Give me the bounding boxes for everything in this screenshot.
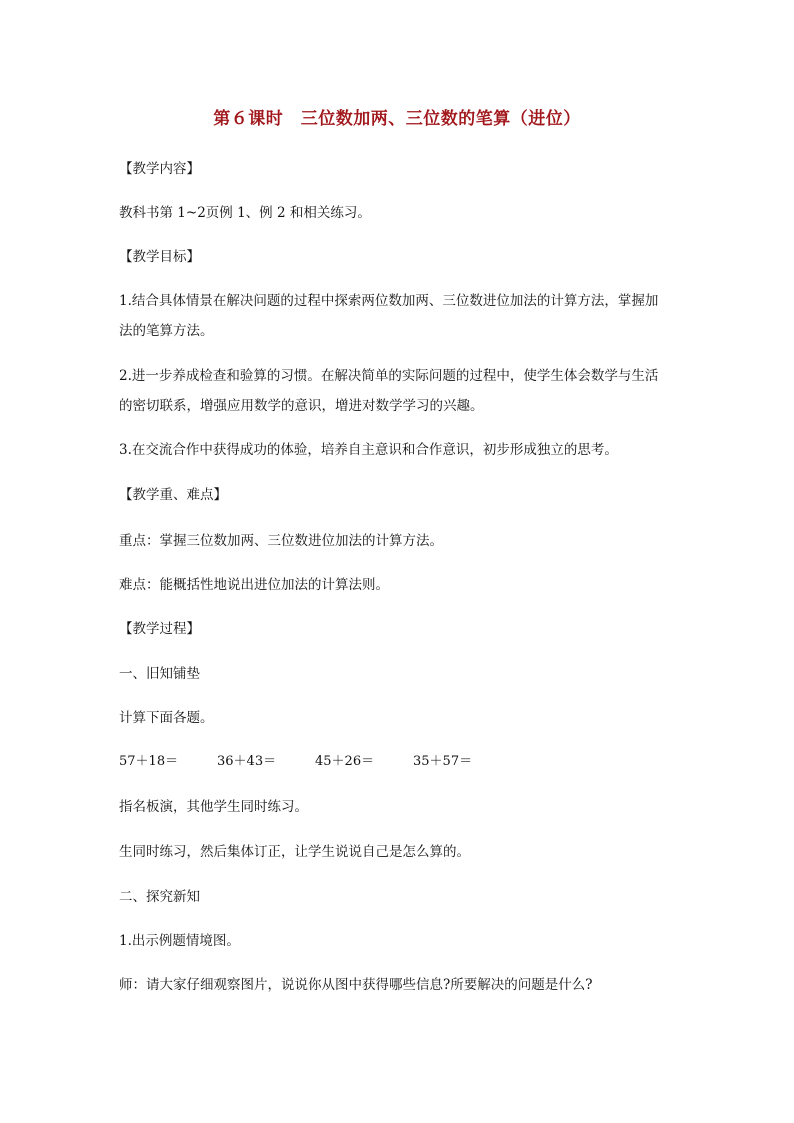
difficult-point: 难点：能概括性地说出进位加法的计算法则。 <box>119 577 389 593</box>
part-2-heading: 二、探究新知 <box>119 889 200 905</box>
part-1-heading: 一、旧知铺垫 <box>119 666 200 682</box>
key-point: 重点：掌握三位数加两、三位数进位加法的计算方法。 <box>119 533 443 549</box>
exercise-item: 57＋18＝ <box>119 754 179 769</box>
practice-note: 生同时练习，然后集体订正，让学生说说自己是怎么算的。 <box>119 844 470 860</box>
step-1: 1.出示例题情境图。 <box>119 933 240 949</box>
section-heading-goals: 【教学目标】 <box>119 249 200 265</box>
exercise-item: 35＋57＝ <box>413 754 473 769</box>
calc-instruction: 计算下面各题。 <box>119 710 214 726</box>
goal-3: 3.在交流合作中获得成功的体验，培养自主意识和合作意识，初步形成独立的思考。 <box>119 442 618 458</box>
goal-1-line-2: 法的笔算方法。 <box>119 323 214 339</box>
exercise-item: 36＋43＝ <box>217 754 277 769</box>
goal-2-line-2: 的密切联系，增强应用数学的意识，增进对数学学习的兴趣。 <box>119 398 484 414</box>
page-title: 第６课时 三位数加两、三位数的笔算（进位） <box>213 109 581 129</box>
teacher-prompt: 师：请大家仔细观察图片，说说你从图中获得哪些信息?所要解决的问题是什么? <box>119 977 593 993</box>
exercise-item: 45＋26＝ <box>315 754 375 769</box>
section-heading-key-points: 【教学重、难点】 <box>119 487 227 503</box>
content-paragraph: 教科书第 1~2页例 1、例 2 和相关练习。 <box>119 205 371 221</box>
section-heading-content: 【教学内容】 <box>119 161 200 177</box>
goal-1-line-1: 1.结合具体情景在解决问题的过程中探索两位数加两、三位数进位加法的计算方法，掌握加 <box>119 293 659 309</box>
goal-2-line-1: 2.进一步养成检查和验算的习惯。在解决简单的实际问题的过程中，使学生体会数学与生活 <box>119 368 659 384</box>
board-note: 指名板演，其他学生同时练习。 <box>119 799 308 815</box>
section-heading-process: 【教学过程】 <box>119 621 200 637</box>
